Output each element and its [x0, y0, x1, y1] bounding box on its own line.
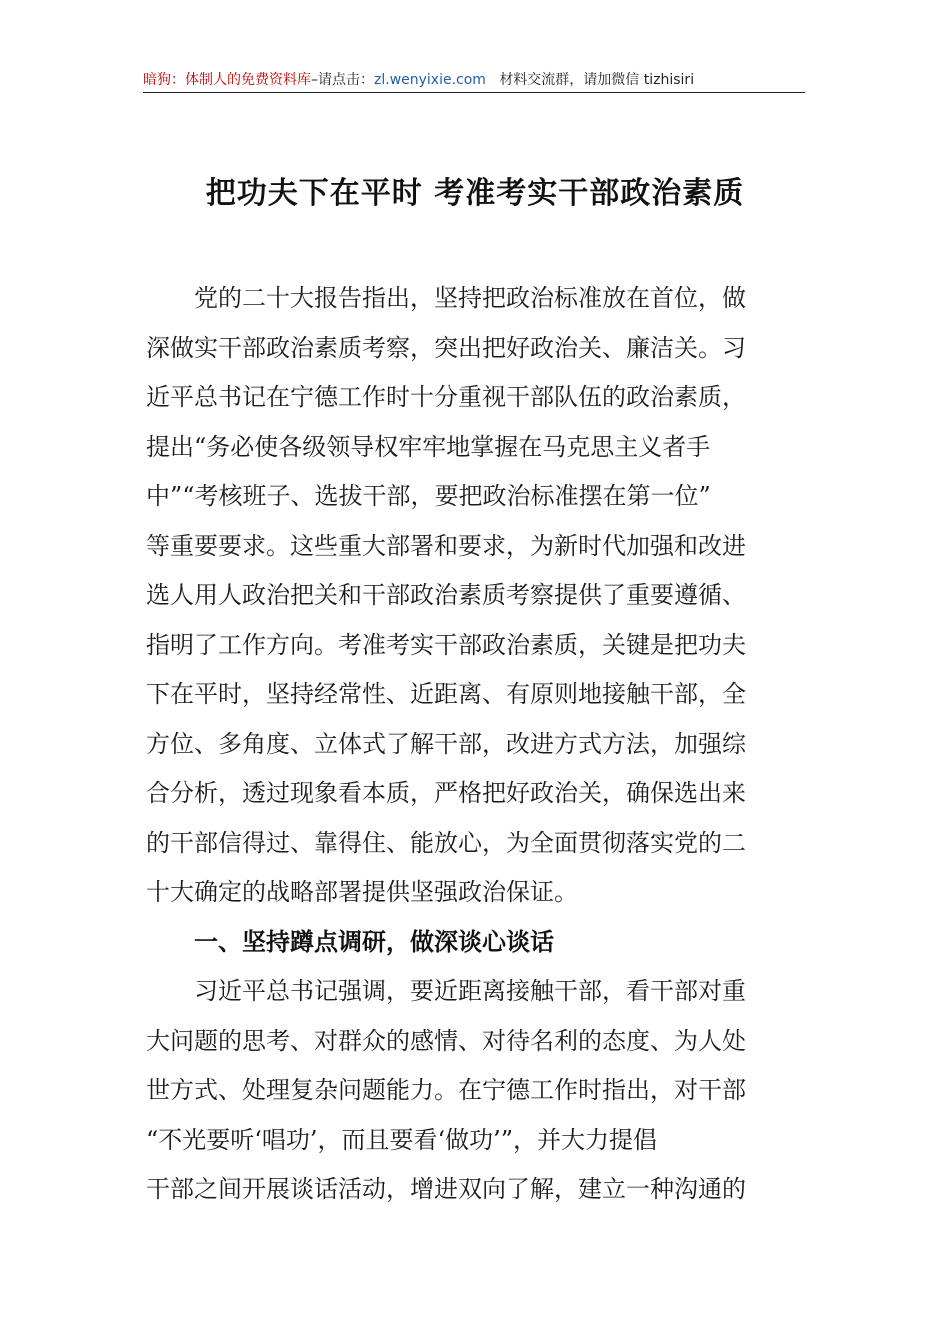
text-line: 合分析，透过现象看本质，严格把好政治关，确保选出来	[146, 779, 746, 807]
section-heading: 一、坚持蹲点调研，做深谈心谈话	[194, 927, 554, 956]
text-line: 下在平时，坚持经常性、近距离、有原则地接触干部，全	[146, 680, 746, 708]
text-line: 中”“考核班子、选拔干部，要把政治标准摆在第一位”	[146, 482, 711, 510]
document-body	[146, 274, 786, 1215]
text-line: 指明了工作方向。考准考实干部政治素质，关键是把功夫	[146, 630, 746, 659]
text-line: 提出“务必使各级领导权牢牢地掌握在马克思主义者手	[146, 432, 711, 461]
text-line: 等重要要求。这些重大部署和要求，为新时代加强和改进	[146, 531, 746, 560]
text-line: “不光要听‘唱功’，而且要看‘做功’”，并大力提倡	[146, 1125, 658, 1154]
header-site-name: 暗狗：体制人的免费资料库	[143, 72, 311, 88]
text-line: 习近平总书记强调，要近距离接触干部，看干部对重	[194, 977, 746, 1005]
text-line: 方位、多角度、立体式了解干部，改进方式方法，加强综	[146, 729, 746, 758]
page-header	[143, 70, 805, 93]
text-line: 党的二十大报告指出，坚持把政治标准放在首位，做	[194, 284, 746, 312]
text-line: 近平总书记在宁德工作时十分重视干部队伍的政治素质，	[146, 383, 746, 411]
text-line: 干部之间开展谈话活动，增进双向了解，建立一种沟通的	[146, 1175, 746, 1203]
text-line: 选人用人政治把关和干部政治素质考察提供了重要遵循、	[146, 581, 746, 609]
document-title: 把功夫下在平时 考准考实干部政治素质	[205, 176, 745, 211]
text-line: 世方式、处理复杂问题能力。在宁德工作时指出，对干部	[146, 1076, 746, 1104]
text-line: 深做实干部政治素质考察，突出把好政治关、廉洁关。习	[146, 333, 746, 362]
header-url-link[interactable]: zl.wenyixie.com	[374, 72, 486, 88]
text-line: 的干部信得过、靠得住、能放心，为全面贯彻落实党的二	[146, 828, 746, 857]
header-group-text: 材料交流群，请加微信 tizhisiri	[499, 72, 695, 88]
text-line: 大问题的思考、对群众的感情、对待名利的态度、为人处	[146, 1026, 746, 1055]
text-line: 十大确定的战略部署提供坚强政治保证。	[146, 878, 578, 906]
header-click-prompt: –请点击：	[311, 72, 374, 88]
